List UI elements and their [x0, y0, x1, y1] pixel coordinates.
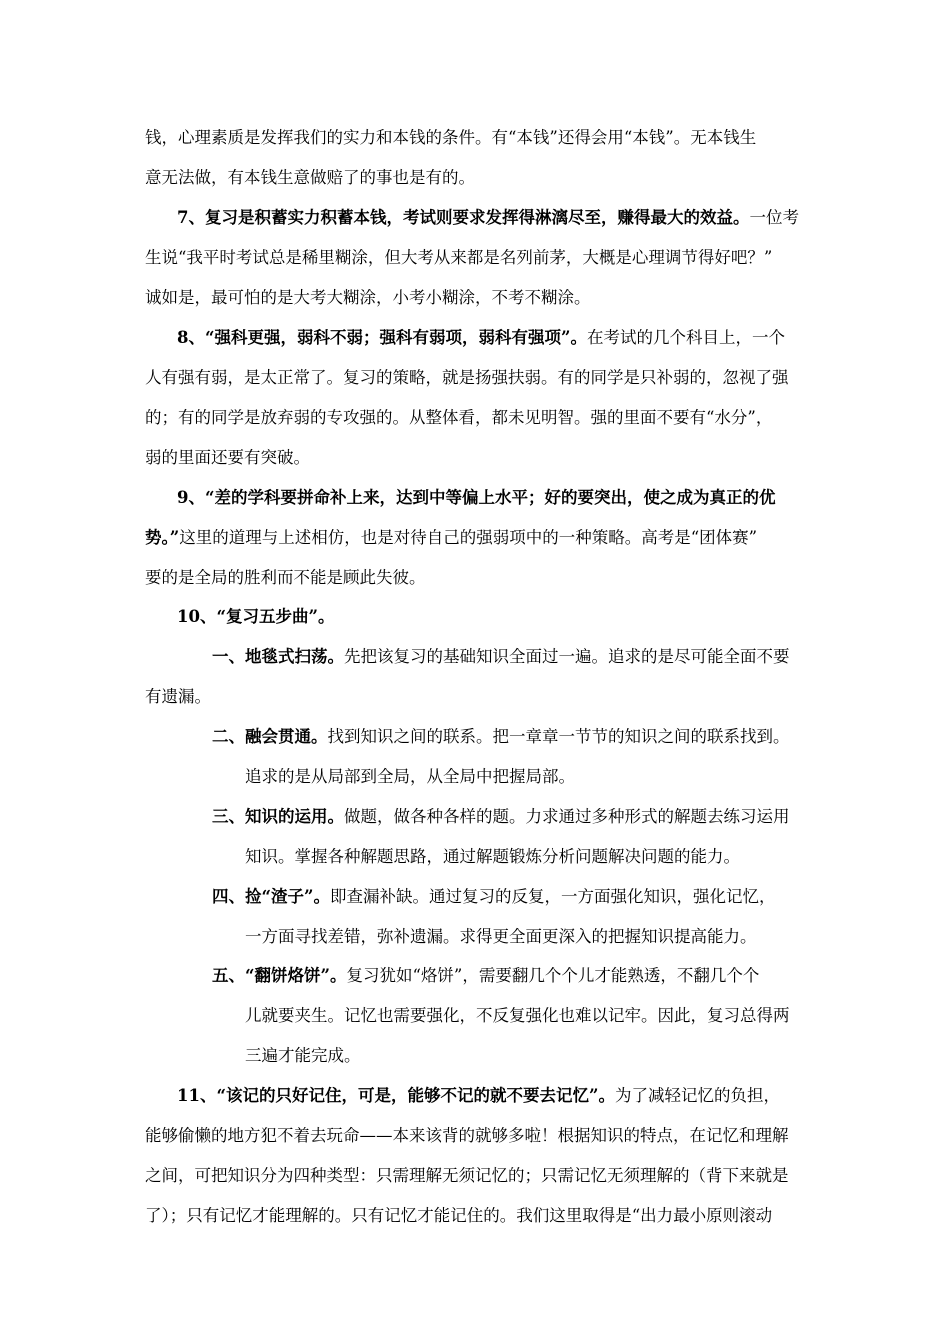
text-line: 弱的里面还要有突破。: [145, 448, 310, 467]
step-1-heading: 一、地毯式扫荡。先把该复习的基础知识全面过一遍。追求的是尽可能全面不要: [212, 647, 790, 666]
point-10-heading: 10、“复习五步曲”。: [177, 607, 335, 626]
step-4-heading: 四、捡“渣子”。即查漏补缺。通过复习的反复，一方面强化知识，强化记忆，: [212, 887, 776, 906]
text-line: 了）；只有记忆才能理解的。只有记忆才能记住的。我们这里取得是“出力最小原则滚动: [145, 1206, 773, 1225]
text-line: 有遗漏。: [145, 687, 211, 706]
point-9-heading: 9、“差的学科要拼命补上来，达到中等偏上水平；好的要突出，使之成为真正的优: [177, 488, 776, 507]
step-3-heading: 三、知识的运用。做题，做各种各样的题。力求通过多种形式的解题去练习运用: [212, 807, 790, 826]
text-line: 儿就要夹生。记忆也需要强化，不反复强化也难以记牢。因此，复习总得两: [245, 1006, 790, 1025]
text-line: 人有强有弱，是太正常了。复习的策略，就是扬强扶弱。有的同学是只补弱的，忽视了强: [145, 368, 789, 387]
text-line: 知识。掌握各种解题思路，通过解题锻炼分析问题解决问题的能力。: [245, 847, 740, 866]
text-line: 之间，可把知识分为四种类型：只需理解无须记忆的；只需记忆无须理解的（背下来就是: [145, 1166, 789, 1185]
text-line: 一方面寻找差错，弥补遗漏。求得更全面更深入的把握知识提高能力。: [245, 927, 757, 946]
text-line: 诚如是，最可怕的是大考大糊涂，小考小糊涂，不考不糊涂。: [145, 288, 591, 307]
text-line: 追求的是从局部到全局，从全局中把握局部。: [245, 767, 575, 786]
text-line: 要的是全局的胜利而不能是顾此失彼。: [145, 568, 426, 587]
text-line: 意无法做，有本钱生意做赔了的事也是有的。: [145, 168, 475, 187]
text-line: 生说“我平时考试总是稀里糊涂，但大考从来都是名列前茅，大概是心理调节得好吧？”: [145, 248, 773, 267]
point-8-heading: 8、“强科更强，弱科不弱；强科有弱项，弱科有强项”。在考试的几个科目上，一个: [177, 328, 785, 347]
point-7-heading: 7、复习是积蓄实力积蓄本钱，考试则要求发挥得淋漓尽至，赚得最大的效益。一位考: [177, 208, 799, 227]
text-line: 三遍才能完成。: [245, 1046, 361, 1065]
text-line: 的；有的同学是放弃弱的专攻强的。从整体看，都未见明智。强的里面不要有“水分”，: [145, 408, 773, 427]
text-line: 势。”这里的道理与上述相仿，也是对待自己的强弱项中的一种策略。高考是“团体赛”: [145, 528, 758, 547]
step-5-heading: 五、“翻饼烙饼”。复习犹如“烙饼”，需要翻几个个儿才能熟透，不翻几个个: [212, 966, 760, 985]
text-line: 钱，心理素质是发挥我们的实力和本钱的条件。有“本钱”还得会用“本钱”。无本钱生: [145, 128, 757, 147]
point-11-heading: 11、“该记的只好记住，可是，能够不记的就不要去记忆”。为了减轻记忆的负担，: [177, 1086, 780, 1105]
step-2-heading: 二、融会贯通。找到知识之间的联系。把一章章一节节的知识之间的联系找到。: [212, 727, 790, 746]
text-line: 能够偷懒的地方犯不着去玩命——本来该背的就够多啦！根据知识的特点，在记忆和理解: [145, 1126, 789, 1145]
